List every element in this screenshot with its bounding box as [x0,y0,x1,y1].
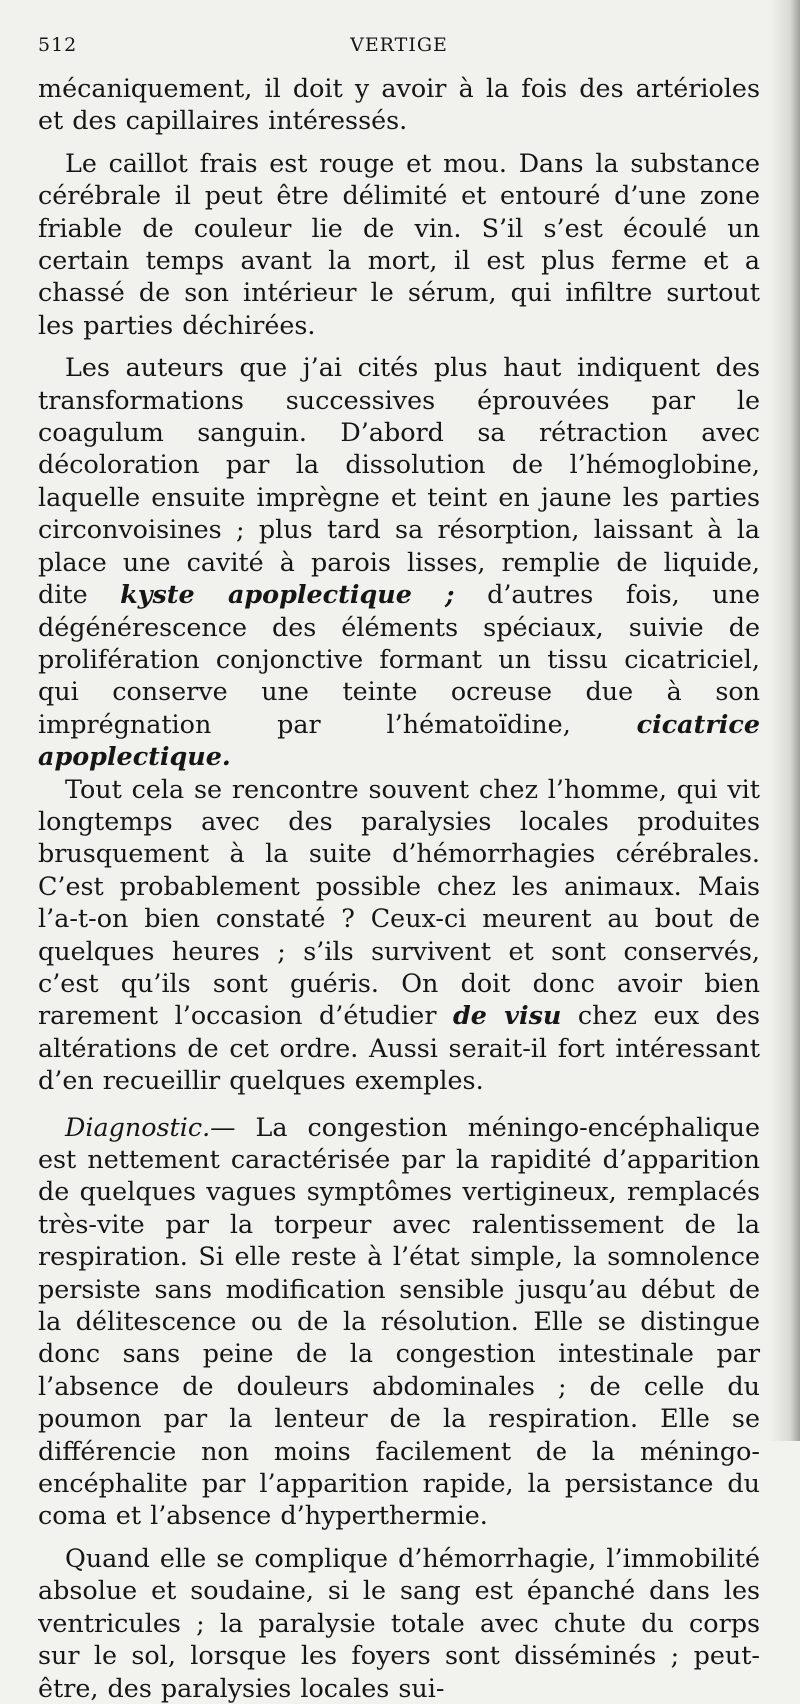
paragraph-2: Le caillot frais est rouge et mou. Dans la substance cérébrale il peut être délimité et entouré d’une zone friable de couleur lie de vin. S’il s’est écoulé un certain temps avant la mort, il est plus ferme et a chassé de son intérieur le sérum, qui infiltre surtout les parties déchirées. [38,147,760,340]
page-body [38,72,760,1704]
paragraph-1: mécaniquement, il doit y avoir à la fois des artérioles et des capillaires intéressés. [38,73,760,136]
term-de-visu: de visu [453,1000,562,1031]
page-number: 512 [38,34,78,56]
paragraph-3-text-b: d’autres fois, une dégénérescence des éléments spéciaux, suivie de prolifération conjonctive formant un tissu cicatriciel, qui conserve une teinte ocreuse due à son imprégnation par l’hématoïdine, [38,579,760,739]
paragraph-4-text-b: chez eux des altérations de cet ordre. Aussi serait-il fort intéressant d’en recueillir quelques exemples. [38,1000,760,1096]
term-kyste-apoplectique: kyste apoplectique ; [120,579,455,610]
term-cicatrice-apoplectique: cicatrice apoplectique. [38,708,760,772]
running-head: VERTIGE [350,34,448,56]
page-header [38,34,760,62]
paragraph-diagnostic-text: — La congestion méningo-encéphalique est nettement caractérisée par la rapidité d’apparition de quelques vagues symptômes vertigineux, remplacés très-vite par la torpeur avec ralentissement de la respiration. Si elle reste à l’état simple, la somnolence persiste sans modification sensible jusqu’au début de la délitescence ou de la résolution. Elle se distingue donc sans peine de la congestion intestinale par l’absence de douleurs abdominales ; de celle du poumon par la lenteur de la respiration. Elle se différencie non moins facilement de la méningo-encéphalite par l’apparition rapide, la persistance du coma et l’absence d’hyperthermie. [38,1111,760,1531]
paragraph-diagnostic [38,1111,760,1532]
paragraph-3 [38,351,760,772]
paragraph-4-text-a: Tout cela se rencontre souvent chez l’homme, qui vit longtemps avec des paralysies locales produites brusquement à la suite d’hémorrhagies cérébrales. C’est probablement possible chez les animaux. Mais l’a-t-on bien constaté ? Ceux-ci meurent au bout de quelques heures ; s’ils survivent et sont conservés, c’est qu’ils sont guéris. On doit donc avoir bien rarement l’occasion d’étudier [38,773,760,1031]
paragraph-6: Quand elle se complique d’hémorrhagie, l’immobilité absolue et soudaine, si le sang est épanché dans les ventricules ; la paralysie totale avec chute du corps sur le sol, lorsque les foyers sont disséminés ; peut-être, des paralysies locales sui- [38,1542,760,1703]
paragraph-4 [38,773,760,1097]
paragraph-3-text-a: Les auteurs que j’ai cités plus haut indiquent des transformations successives éprouvées par le coagulum sanguin. D’abord sa rétraction avec décoloration par la dissolution de l’hémoglobine, laquelle ensuite imprègne et teint en jaune les parties circonvoisines ; plus tard sa résorption, laissant à la place une cavité à parois lisses, remplie de liquide, dite [38,352,760,610]
section-lead-diagnostic: Diagnostic. [65,1111,211,1142]
